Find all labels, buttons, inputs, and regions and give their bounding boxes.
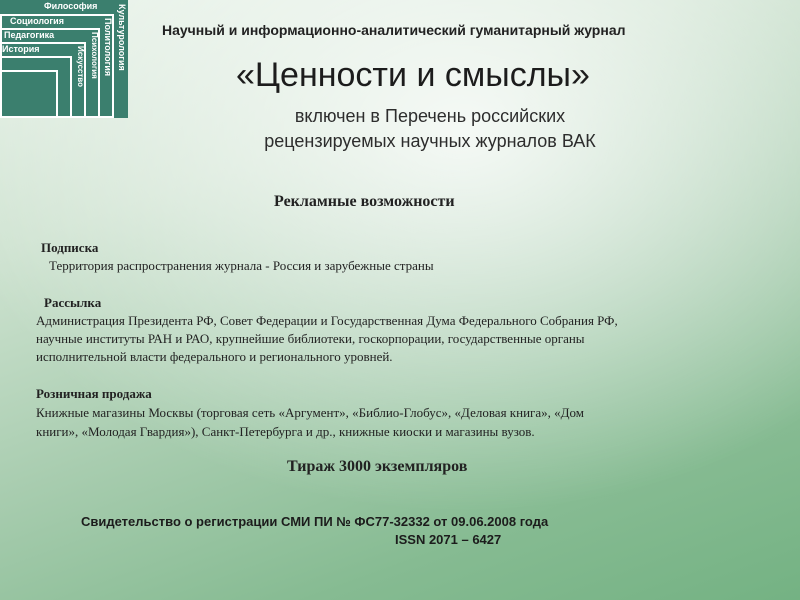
subtitle-line-2: рецензируемых научных журналов ВАК xyxy=(264,131,596,151)
subscription-label: Подписка xyxy=(41,240,99,255)
logo-word-history: История xyxy=(2,44,40,54)
journal-type: Научный и информационно-аналитический гуманитарный журнал xyxy=(162,22,626,38)
logo-word-art: Искусство xyxy=(76,46,85,87)
logo-word-pedagogy: Педагогика xyxy=(4,30,55,40)
section-title: Рекламные возможности xyxy=(274,193,455,210)
retail-line-2: книги», «Молодая Гвардия»), Санкт-Петербурга и др., книжные киоски и магазины вузов. xyxy=(36,424,535,439)
circulation: Тираж 3000 экземпляров xyxy=(287,458,468,475)
logo-word-psychology: Психология xyxy=(90,32,99,79)
mailing-line-3: исполнительной власти федерального и регионального уровней. xyxy=(36,349,393,364)
subscription-text: Территория распространения журнала - Россия и зарубежные страны xyxy=(49,258,434,273)
logo-word-culturology: Культурология xyxy=(117,4,127,71)
logo-word-politology: Политология xyxy=(103,18,113,77)
issn-number: ISSN 2071 – 6427 xyxy=(395,532,502,547)
journal-logo xyxy=(0,0,128,118)
logo-word-sociology: Социология xyxy=(10,16,64,26)
logo-word-philosophy: Философия xyxy=(44,1,98,11)
retail-line-1: Книжные магазины Москвы (торговая сеть «Аргумент», «Библио-Глобус», «Деловая книга», «Дом xyxy=(36,405,584,420)
registration-certificate: Свидетельство о регистрации СМИ ПИ № ФС77-32332 от 09.06.2008 года xyxy=(81,514,549,529)
mailing-line-1: Администрация Президента РФ, Совет Федерации и Государственная Дума Федерального Собрания РФ, xyxy=(36,313,618,328)
page-title: «Ценности и смыслы» xyxy=(236,56,590,94)
retail-label: Розничная продажа xyxy=(36,386,152,401)
mailing-label: Рассылка xyxy=(44,295,102,310)
subtitle-line-1: включен в Перечень российских xyxy=(294,106,566,126)
mailing-line-2: научные институты РАН и РАО, крупнейшие библиотеки, госкорпорации, государственные органы xyxy=(36,331,585,346)
